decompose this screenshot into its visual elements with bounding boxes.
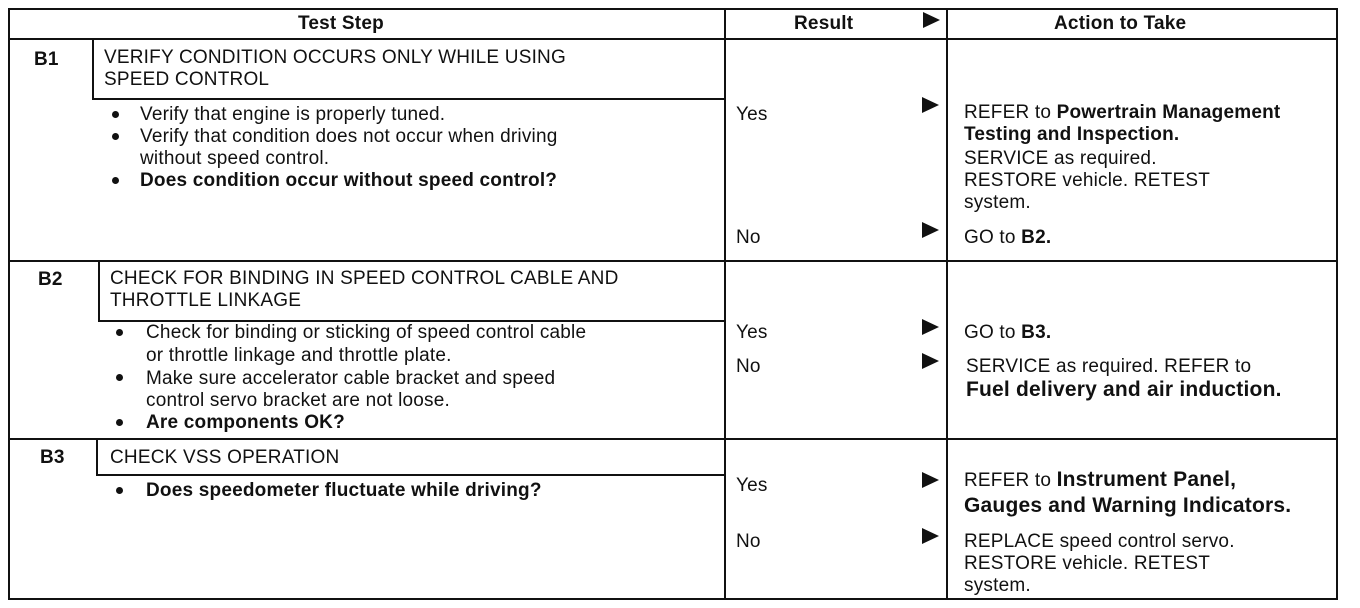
- b1-yes-action-line-3: SERVICE as required.: [964, 148, 1157, 169]
- b3-yes-action-line-2: Gauges and Warning Indicators.: [964, 494, 1292, 517]
- b2-bullet-2-line-1: Make sure accelerator cable bracket and speed: [146, 368, 556, 389]
- b2-title-line-1: CHECK FOR BINDING IN SPEED CONTROL CABLE AND: [110, 268, 619, 289]
- b1-yes-action-line-5: system.: [964, 192, 1031, 213]
- b2-result-yes: Yes: [736, 322, 768, 343]
- arrow-icon: [922, 353, 939, 369]
- b1-bullet-3: Does condition occur without speed control?: [140, 170, 558, 191]
- b2-yes-action-run-1: GO to: [964, 322, 1022, 343]
- b3-bullet-1: Does speedometer fluctuate while driving?: [146, 480, 542, 501]
- table-right-border: [1336, 8, 1338, 600]
- b1-title-underline: [92, 98, 724, 100]
- b1-yes-action-line-2: Testing and Inspection.: [964, 124, 1180, 145]
- b2-result-no: No: [736, 356, 761, 377]
- b3-title-line-1: CHECK VSS OPERATION: [110, 447, 340, 468]
- b3-no-action-line-1: REPLACE speed control servo.: [964, 531, 1235, 552]
- row-b1-bottom-border: [8, 260, 1338, 262]
- bullet-icon: [116, 374, 123, 381]
- table-left-border: [8, 8, 10, 600]
- b1-yes-action-run-1: REFER to: [964, 102, 1057, 123]
- b2-bullet-1-line-2: or throttle linkage and throttle plate.: [146, 345, 452, 366]
- arrow-icon: [922, 528, 939, 544]
- b2-bullet-3: Are components OK?: [146, 412, 345, 433]
- b1-no-action: [964, 227, 1051, 248]
- bullet-icon: [116, 329, 123, 336]
- header-test-step: Test Step: [298, 13, 384, 34]
- b2-bullet-2-line-2: control servo bracket are not loose.: [146, 390, 450, 411]
- b1-result-yes: Yes: [736, 104, 768, 125]
- b3-no-action-line-2: RESTORE vehicle. RETEST: [964, 553, 1211, 574]
- arrow-icon: [922, 319, 939, 335]
- b3-title-underline: [96, 474, 724, 476]
- arrow-icon: [922, 472, 939, 488]
- b2-bullet-1-line-1: Check for binding or sticking of speed control cable: [146, 322, 587, 343]
- bullet-icon: [112, 133, 119, 140]
- b1-yes-action-run-2: Powertrain Management: [1056, 102, 1281, 123]
- table-bottom-border: [8, 598, 1338, 600]
- result-action-divider: [946, 8, 948, 600]
- b1-no-action-run-2: B2.: [1021, 227, 1052, 248]
- b2-no-action-line-2: Fuel delivery and air induction.: [966, 378, 1282, 401]
- b3-no-action-line-3: system.: [964, 575, 1031, 596]
- b3-result-no: No: [736, 531, 761, 552]
- step-id-b3: B3: [40, 447, 65, 468]
- header-arrow-icon: [923, 12, 940, 28]
- b1-yes-action-line-4: RESTORE vehicle. RETEST: [964, 170, 1211, 191]
- step-id-b1: B1: [34, 49, 59, 70]
- b3-result-yes: Yes: [736, 475, 768, 496]
- b2-no-action-line-1: SERVICE as required. REFER to: [966, 356, 1252, 377]
- arrow-icon: [922, 97, 939, 113]
- b1-result-no: No: [736, 227, 761, 248]
- b3-yes-action-line-1: [964, 469, 1236, 491]
- b1-bullet-2-line-1: Verify that condition does not occur when driving: [140, 126, 558, 147]
- bullet-icon: [116, 487, 123, 494]
- row-b2-bottom-border: [8, 438, 1338, 440]
- b3-id-divider: [96, 438, 98, 474]
- b3-yes-action-run-1: REFER to: [964, 470, 1057, 491]
- bullet-icon: [112, 111, 119, 118]
- step-result-divider: [724, 8, 726, 600]
- step-id-b2: B2: [38, 269, 63, 290]
- b1-no-action-run-1: GO to: [964, 227, 1022, 248]
- b1-title-line-1: VERIFY CONDITION OCCURS ONLY WHILE USING: [104, 47, 566, 68]
- b2-yes-action-run-2: B3.: [1021, 322, 1052, 343]
- b2-id-divider: [98, 260, 100, 320]
- arrow-icon: [922, 222, 939, 238]
- b1-title-line-2: SPEED CONTROL: [104, 69, 270, 90]
- table-top-border: [8, 8, 1338, 10]
- b1-bullet-1: Verify that engine is properly tuned.: [140, 104, 446, 125]
- header-bottom-border: [8, 38, 1338, 40]
- header-result: Result: [794, 13, 854, 34]
- b3-yes-action-run-2: Instrument Panel,: [1056, 468, 1237, 491]
- header-action: Action to Take: [1054, 13, 1187, 34]
- b1-id-divider: [92, 38, 94, 98]
- bullet-icon: [116, 419, 123, 426]
- bullet-icon: [112, 177, 119, 184]
- b2-title-line-2: THROTTLE LINKAGE: [110, 290, 302, 311]
- b1-yes-action-line-1: [964, 102, 1280, 123]
- b1-bullet-2-line-2: without speed control.: [140, 148, 330, 169]
- b2-yes-action: [964, 322, 1051, 343]
